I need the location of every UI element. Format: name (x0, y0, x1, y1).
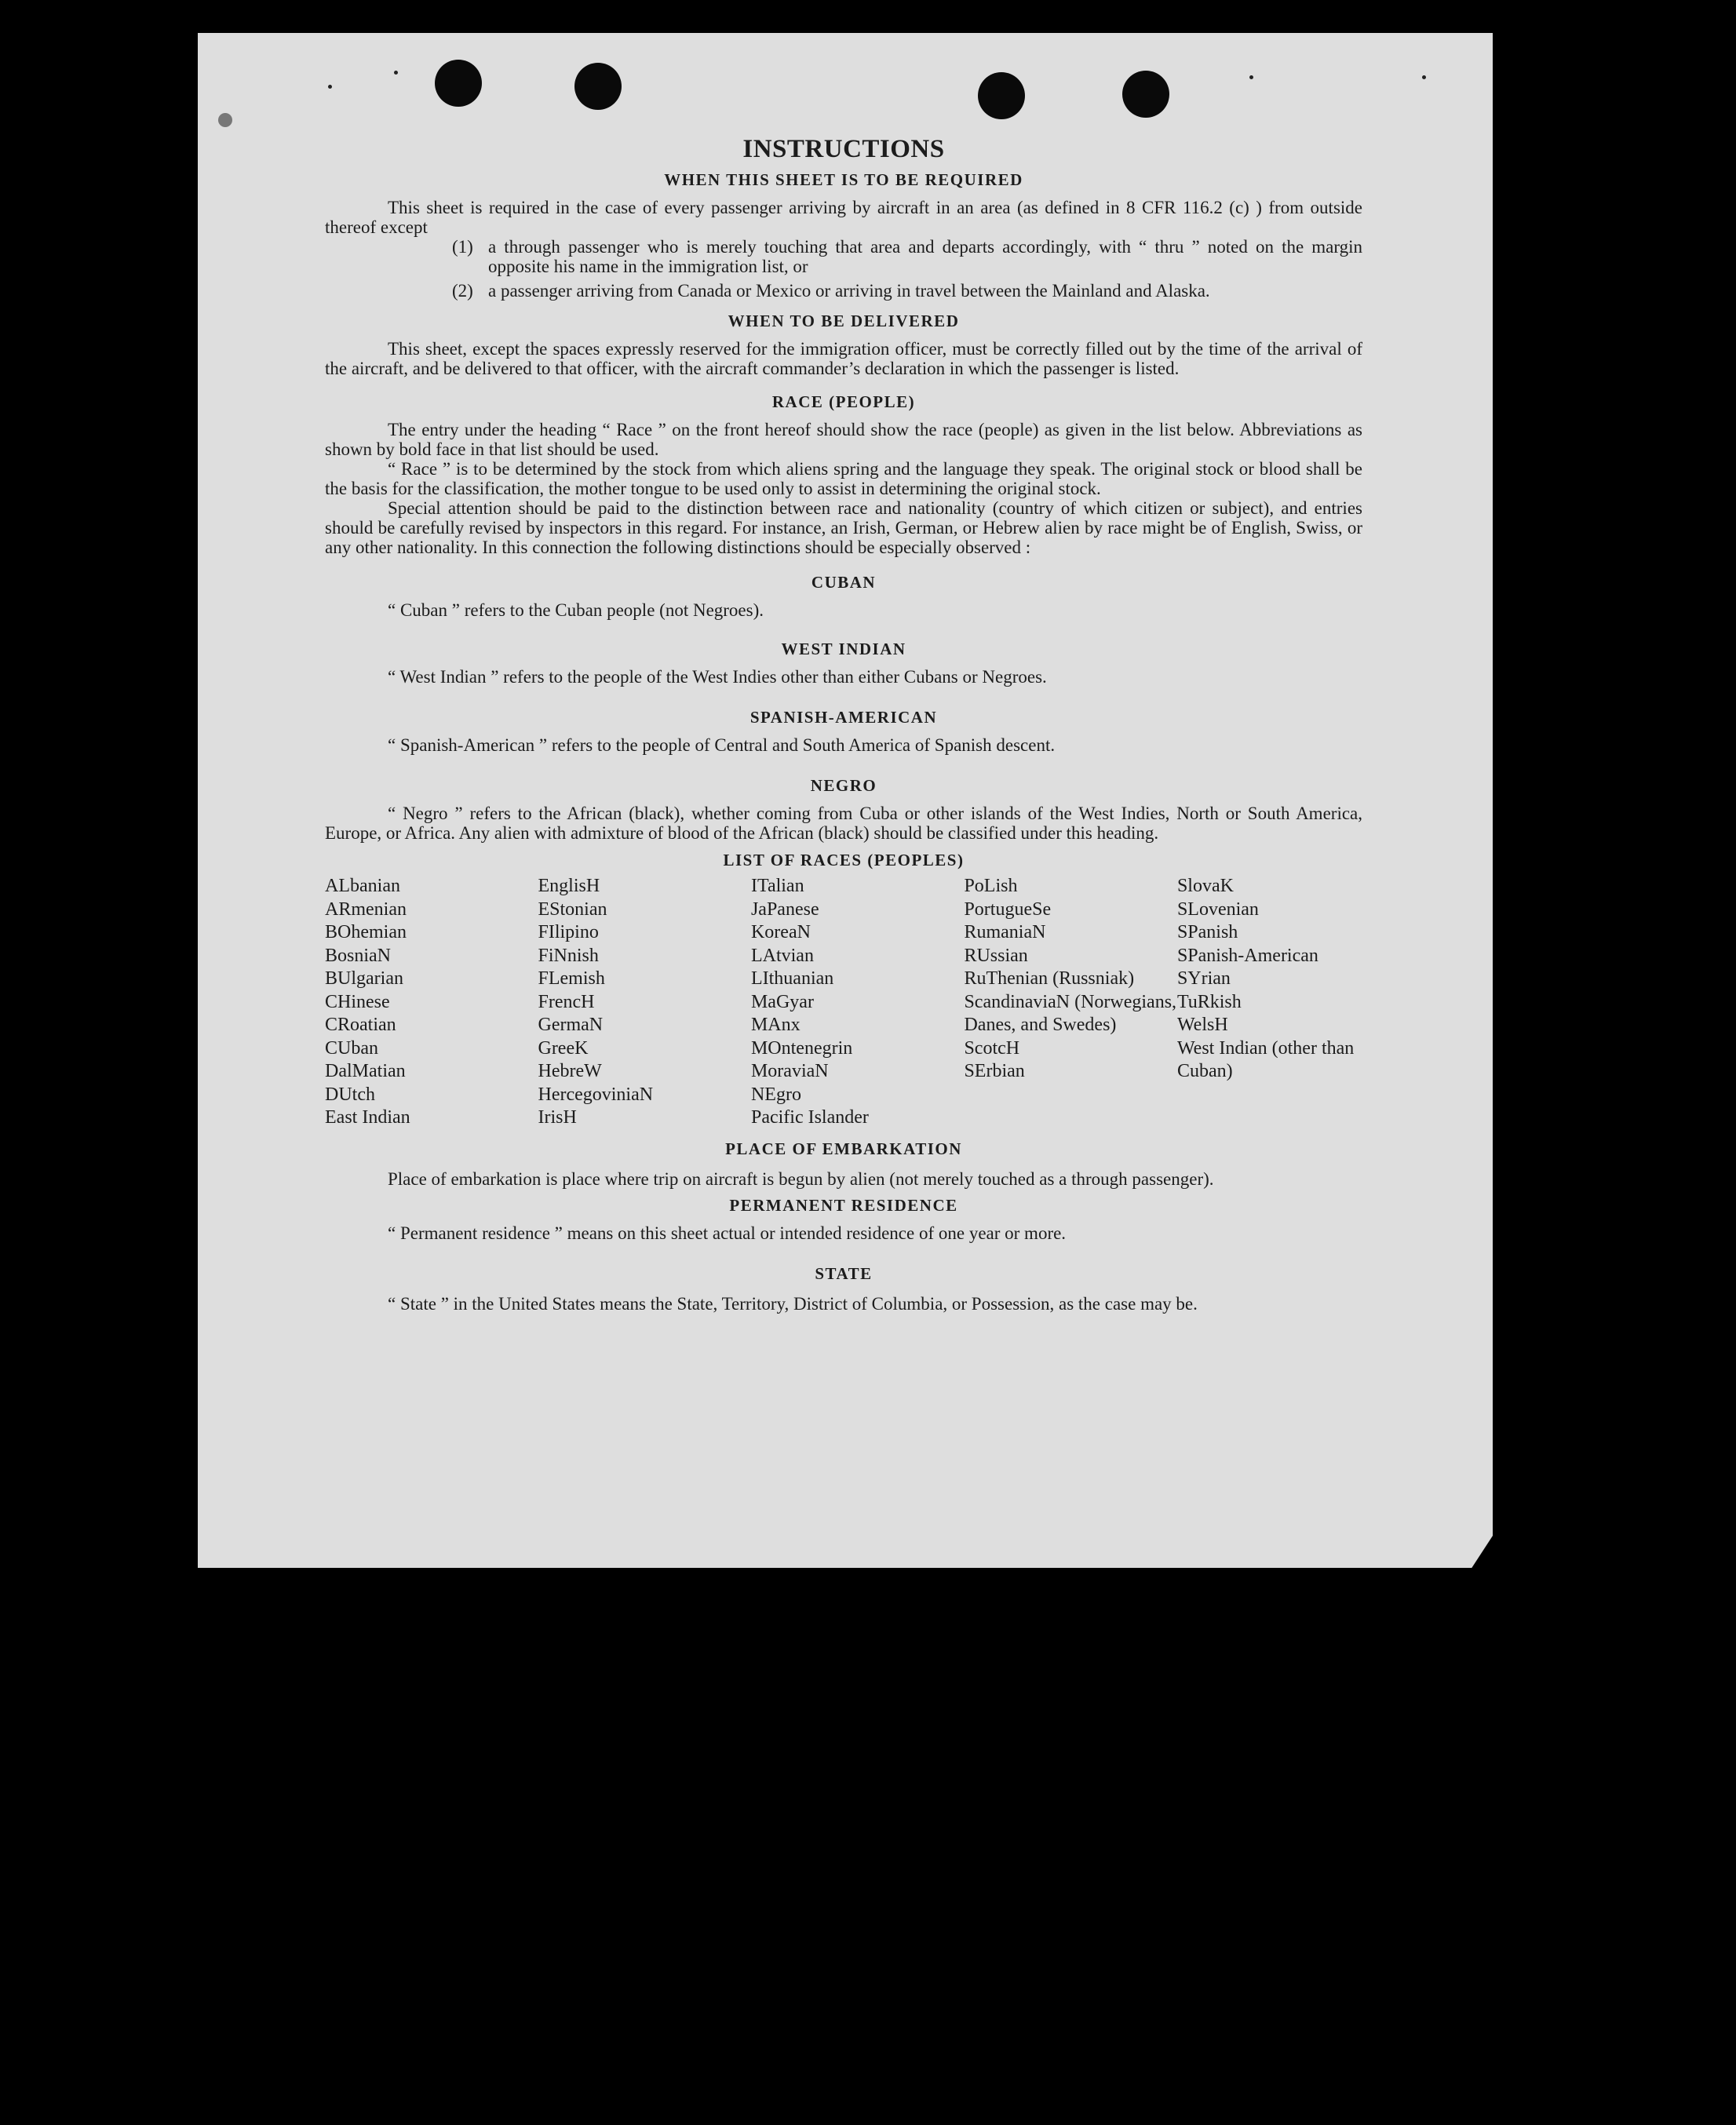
document-sheet (198, 33, 1493, 1568)
race-entry: RUssian (964, 945, 1028, 966)
race-entry: ARmenian (325, 898, 407, 920)
scan-speck (328, 85, 332, 89)
section-heading: WHEN TO BE DELIVERED (728, 312, 960, 330)
section-heading: CUBAN (811, 573, 877, 592)
race-entry: GreeK (538, 1037, 589, 1059)
race-entry: Pacific Islander (750, 1107, 869, 1128)
race-entry: IrisH (538, 1107, 577, 1128)
race-entry: HebreW (538, 1061, 602, 1081)
race-entry: WelsH (1176, 1015, 1228, 1035)
race-entry: EStonian (538, 898, 607, 920)
race-entry: LAtvian (750, 945, 814, 966)
race-entry: ALbanian (325, 876, 400, 896)
race-entry: TuRkish (1176, 991, 1242, 1012)
punch-hole (978, 72, 1025, 119)
race-entry: NEgro (750, 1084, 801, 1105)
race-entry: GermaN (538, 1015, 604, 1035)
scan-speck (394, 71, 398, 75)
instructions-content (325, 135, 1362, 1316)
paragraph: “ Spanish-American ” refers to the people of Central and South America of Spanish descent. (388, 735, 1056, 755)
race-entry: RumaniaN (964, 922, 1046, 942)
punch-hole (1122, 71, 1169, 118)
race-entry: RuThenian (Russniak) (964, 968, 1135, 989)
section-heading: STATE (815, 1263, 873, 1283)
race-entry: BUlgarian (325, 968, 403, 989)
paragraph: This sheet, except the spaces expressly reserved for the immigration officer, must be correctly filled out by the time of the arrival of the aircraft, and be delivered to that officer, with the aircraft commander’s declaration in which the passenger is listed. (325, 339, 1362, 378)
race-entry: SPanish-American (1176, 945, 1318, 966)
scan-speck (1422, 75, 1426, 79)
list-item (452, 237, 1362, 276)
item-number: (1) (452, 237, 473, 257)
scan-speck (218, 113, 232, 127)
race-entry: PortugueSe (964, 898, 1052, 920)
scan-speck (1249, 75, 1253, 79)
race-entry: PoLish (964, 876, 1018, 896)
race-entry: FLemish (538, 968, 605, 989)
race-entry: EnglisH (538, 876, 600, 896)
race-entry: ITalian (750, 876, 804, 896)
race-entry: KoreaN (750, 922, 811, 942)
race-column (751, 875, 964, 1130)
punch-hole (574, 63, 622, 110)
race-column (1177, 875, 1362, 1130)
race-entry: MAnx (750, 1015, 801, 1035)
paragraph: “ Permanent residence ” means on this sheet actual or intended residence of one year or more. (388, 1223, 1067, 1243)
item-text: a passenger arriving from Canada or Mexico or arriving in travel between the Mainland and Alaska. (488, 281, 1210, 301)
race-entry: West Indian (other than Cuban) (1176, 1037, 1355, 1081)
race-entry: FiNnish (538, 945, 599, 966)
section-heading: NEGRO (810, 776, 877, 795)
race-entry: MOntenegrin (750, 1037, 853, 1059)
section-heading: SPANISH-AMERICAN (749, 708, 938, 727)
race-entry: SLovenian (1176, 898, 1259, 920)
paragraph: Special attention should be paid to the distinction between race and nationality (country of which citizen or subject), and entries should be carefully revised by inspectors in this regard. For instance, an Irish, German, or Hebrew alien by race might be of English, Swiss, or any other nationality. In this connection the following distinctions should be especially observed : (325, 498, 1362, 557)
punch-hole (435, 60, 482, 107)
race-entry: SErbian (964, 1061, 1025, 1081)
section-heading: RACE (PEOPLE) (771, 392, 916, 411)
race-entry: ScandinaviaN (Norwegians, Danes, and Swedes) (964, 991, 1177, 1035)
race-entry: SYrian (1176, 968, 1231, 989)
section-heading: WHEN THIS SHEET IS TO BE REQUIRED (664, 170, 1023, 189)
section-heading: WEST INDIAN (781, 640, 906, 658)
race-entry: BosniaN (325, 945, 391, 966)
race-entry: SPanish (1176, 922, 1238, 942)
paragraph: “ Cuban ” refers to the Cuban people (not Negroes). (388, 600, 764, 620)
race-entry: SlovaK (1176, 876, 1234, 896)
race-entry: CHinese (325, 991, 390, 1012)
race-entry: ScotcH (964, 1037, 1020, 1059)
section-heading: PLACE OF EMBARKATION (725, 1139, 962, 1158)
race-column (325, 875, 538, 1130)
race-column (538, 875, 750, 1130)
item-text: a through passenger who is merely touching that area and departs accordingly, with “ thru ” noted on the margin opposite his name in the immigration list, or (488, 237, 1362, 276)
section-heading: LIST OF RACES (PEOPLES) (723, 851, 965, 869)
race-entry: FrencH (538, 991, 595, 1012)
race-entry: LIthuanian (750, 968, 834, 989)
race-entry: CUban (325, 1037, 378, 1059)
race-entry: FIlipino (538, 922, 599, 942)
paragraph: Place of embarkation is place where trip on aircraft is begun by alien (not merely touched as a through passenger). (388, 1168, 1214, 1189)
race-column (964, 875, 1176, 1130)
race-entry: HercegoviniaN (538, 1084, 654, 1105)
race-entry: East Indian (325, 1107, 410, 1128)
paragraph: “ West Indian ” refers to the people of the West Indies other than either Cubans or Negroes. (388, 667, 1047, 687)
item-number: (2) (452, 281, 473, 301)
race-list (325, 875, 1362, 1130)
list-item (452, 281, 1362, 301)
race-entry: DUtch (325, 1084, 375, 1105)
paragraph: This sheet is required in the case of every passenger arriving by aircraft in an area (as defined in 8 CFR 116.2 (c) ) from outside thereof except (325, 198, 1362, 237)
race-entry: DalMatian (325, 1061, 406, 1081)
paragraph: “ Race ” is to be determined by the stock from which aliens spring and the language they speak. The original stock or blood shall be the basis for the classification, the mother tongue to be used only to assist in determining the original stock. (325, 459, 1362, 498)
race-entry: CRoatian (325, 1015, 396, 1035)
race-entry: BOhemian (325, 922, 407, 942)
race-entry: MoraviaN (750, 1061, 829, 1081)
race-entry: MaGyar (750, 991, 814, 1012)
paragraph: The entry under the heading “ Race ” on the front hereof should show the race (people) as given in the list below. Abbreviations as shown by bold face in that list should be used. (325, 420, 1362, 459)
section-heading: PERMANENT RESIDENCE (729, 1195, 958, 1215)
paragraph: “ State ” in the United States means the State, Territory, District of Columbia, or Possession, as the case may be. (388, 1293, 1198, 1314)
page-title: INSTRUCTIONS (742, 135, 945, 163)
race-entry: JaPanese (750, 898, 819, 920)
paragraph: “ Negro ” refers to the African (black), whether coming from Cuba or other islands of the West Indies, North or South America, Europe, or Africa. Any alien with admixture of blood of the African (black) should be classified under this heading. (325, 804, 1362, 843)
